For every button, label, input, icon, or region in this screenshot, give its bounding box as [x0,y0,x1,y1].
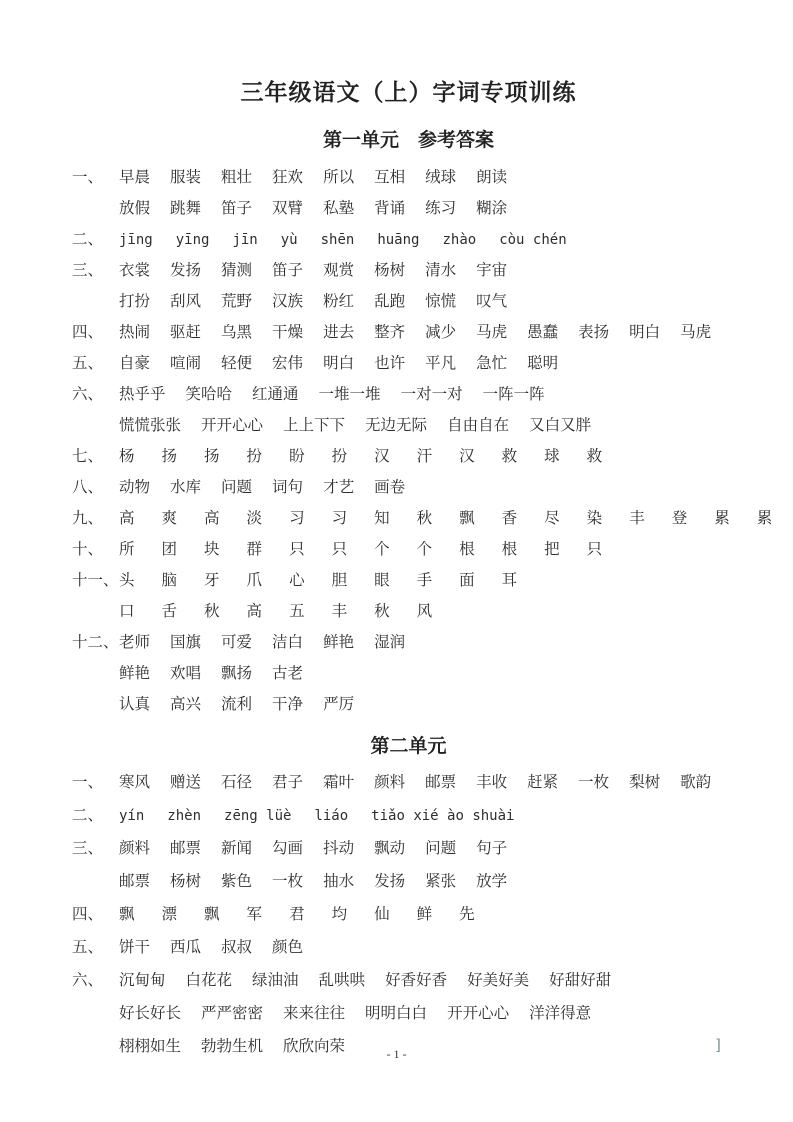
answer-line [72,803,745,836]
word: 明白 [629,324,661,341]
word: 西瓜 [170,939,202,956]
line-label: 一、 [72,169,104,186]
word: 好美好美 [467,972,530,989]
word: 飘动 [374,840,406,857]
word: 鲜艳 [119,665,151,682]
word: 霜叶 [323,774,355,791]
answer-line [72,196,745,227]
word: 累 [756,510,773,527]
answer-line [72,692,745,723]
word: 邮票 [425,774,457,791]
word: 发扬 [170,262,202,279]
word: 句子 [476,840,508,857]
answer-line [72,537,745,568]
word: zhèn [167,808,202,824]
word: 又白又胖 [529,417,592,434]
word: 团 [161,541,178,558]
word: 口 [119,603,135,620]
word: shēn [320,232,355,248]
answer-lines-unit2 [72,770,745,1067]
word: 早晨 [119,169,151,186]
word: 鲜艳 [323,634,355,651]
word: 表扬 [578,324,610,341]
word: 杨树 [170,873,202,890]
word: liáo [314,808,349,824]
word: 笛子 [272,262,304,279]
word: 仙 [374,906,390,923]
word: 牙 [204,572,220,589]
word: 手 [416,572,433,589]
word: 一阵一阵 [482,386,545,403]
word: 白花花 [185,972,233,989]
word: 高 [119,510,135,527]
word: 荒野 [221,293,253,310]
line-label: 十一、 [72,572,119,589]
word: 惊慌 [425,293,457,310]
word: 一枚 [272,873,304,890]
word: 笛子 [221,200,253,217]
word: 先 [459,906,475,923]
word: 自由自在 [447,417,510,434]
word: 习 [331,510,348,527]
word: 一堆一堆 [318,386,381,403]
word: 新闻 [221,840,253,857]
word: 救 [501,448,518,465]
answer-line [72,382,745,413]
bracket-mark: ] [714,1036,724,1054]
word: 块 [204,541,220,558]
word: 欣欣向荣 [283,1038,346,1055]
line-label: 十二、 [72,634,119,651]
word: 明白 [323,355,355,372]
word: 急忙 [476,355,508,372]
word: 群 [246,541,263,558]
page-title: 三年级语文（上）字词专项训练 [240,80,577,105]
word: 秋 [416,510,433,527]
word: 淡 [246,510,263,527]
word: 知 [374,510,390,527]
word: 自豪 [119,355,151,372]
word: 喧闹 [170,355,202,372]
word: 杨树 [374,262,406,279]
word: huāng [377,232,420,248]
word: 打扮 [119,293,151,310]
line-label: 六、 [72,386,104,403]
word: 好香好香 [385,972,448,989]
answer-line [72,1001,745,1034]
word: 练习 [425,200,457,217]
word: 丰收 [476,774,508,791]
word: 朗读 [476,169,508,186]
word: 双臂 [272,200,304,217]
word: 叔叔 [221,939,253,956]
word: 互相 [374,169,406,186]
line-label: 八、 [72,479,104,496]
section-heading-unit2: 第二单元 [370,736,447,757]
line-label: 六、 [72,972,104,989]
word: jīng [119,232,153,248]
word: 只 [586,541,603,558]
word: 开开心心 [447,1005,510,1022]
page-number: - 1 - [386,1047,407,1061]
word: 飘 [119,906,135,923]
word: 热乎乎 [119,386,166,403]
section-unit1 [72,125,773,723]
word: 只 [289,541,305,558]
answer-line [72,506,773,537]
word: 爪 [246,572,263,589]
word: 染 [586,510,603,527]
word: 杨 [119,448,135,465]
word: 寒风 [119,774,151,791]
word: 根 [459,541,475,558]
word: 背诵 [374,200,406,217]
word: 汉族 [272,293,304,310]
answer-line [72,869,745,902]
word: 所以 [323,169,355,186]
answer-line [72,351,745,382]
word: 上上下下 [283,417,346,434]
word: 猜测 [221,262,253,279]
word: 衣裳 [119,262,151,279]
word: 服装 [170,169,202,186]
word: 盼 [289,448,305,465]
word: 观赏 [323,262,355,279]
word: 愚蠢 [527,324,559,341]
word: yù [280,232,298,248]
word: 耳 [501,572,518,589]
word: 累 [714,510,730,527]
word: 流利 [221,696,253,713]
word: 欢唱 [170,665,202,682]
word: 高 [246,603,263,620]
line-label: 二、 [72,231,104,248]
answer-lines-unit1 [72,165,773,723]
word: 歌韵 [680,774,712,791]
section-heading-unit1: 第一单元 参考答案 [322,130,494,151]
word: 丰 [629,510,645,527]
word: 秋 [374,603,390,620]
word: 粗壮 [221,169,253,186]
word: 可爱 [221,634,253,651]
word: 粉红 [323,293,355,310]
word: 胆 [331,572,348,589]
word: 宇宙 [476,262,508,279]
line-label: 五、 [72,939,104,956]
word: 慌慌张张 [119,417,182,434]
word: 汉 [459,448,475,465]
word: 军 [246,906,263,923]
section-unit2 [72,731,745,1067]
word: 宏伟 [272,355,304,372]
word: 开开心心 [201,417,264,434]
word: 眼 [374,572,390,589]
word: 驱赶 [170,324,202,341]
word: 乱跑 [374,293,406,310]
answer-line [72,227,745,258]
word: 湿润 [374,634,406,651]
answer-line [72,413,745,444]
word: 扮 [246,448,263,465]
word: 古老 [272,665,304,682]
word: 放学 [476,873,508,890]
word: 均 [331,906,348,923]
word: 水库 [170,479,202,496]
word: 石径 [221,774,253,791]
word: 鲜 [416,906,433,923]
word: 爽 [161,510,178,527]
word: 救 [586,448,603,465]
answer-line [72,258,745,289]
word: 丰 [331,603,348,620]
word: 扬 [161,448,178,465]
word: 狂欢 [272,169,304,186]
answer-line [72,770,745,803]
word: 栩栩如生 [119,1038,182,1055]
word: 舌 [161,603,178,620]
word: 放假 [119,200,151,217]
answer-line [72,935,745,968]
word: 乱哄哄 [318,972,366,989]
word: 飘扬 [221,665,253,682]
word: 脑 [161,572,178,589]
word: yīng [175,232,210,248]
word: 登 [671,510,688,527]
word: 干燥 [272,324,304,341]
line-label: 三、 [72,262,104,279]
word: 刮风 [170,293,202,310]
word: 问题 [221,479,253,496]
word: 梨树 [629,774,661,791]
word: 赶紧 [527,774,559,791]
word: 尽 [544,510,560,527]
answer-line [72,599,745,630]
word: yín [119,808,145,824]
word: 画卷 [374,479,406,496]
word: 个 [416,541,433,558]
word: jīn [232,232,258,248]
word: 轻便 [221,355,253,372]
answer-line [72,968,745,1001]
line-label: 四、 [72,324,104,341]
word: 颜色 [272,939,304,956]
word: 叹气 [476,293,508,310]
word: 飘 [459,510,475,527]
word: 邮票 [119,873,151,890]
word: 一枚 [578,774,610,791]
word: 发扬 [374,873,406,890]
word: 所 [119,541,135,558]
word: zēng lüè [224,808,292,824]
word: 国旗 [170,634,202,651]
word: 绒球 [425,169,457,186]
word: 干净 [272,696,304,713]
answer-line [72,902,745,935]
word: 沉甸甸 [119,972,166,989]
word: 动物 [119,479,151,496]
word: tiǎo xié ào shuài [371,808,515,824]
word: 严厉 [323,696,355,713]
word: 问题 [425,840,457,857]
answer-line [72,165,745,196]
line-label: 七、 [72,448,104,465]
word: 平凡 [425,355,457,372]
word: 漂 [161,906,178,923]
word: 香 [501,510,518,527]
word: 秋 [204,603,220,620]
word: 邮票 [170,840,202,857]
word: 饼干 [119,939,151,956]
answer-line [72,444,745,475]
word: 五 [289,603,305,620]
word: 个 [374,541,390,558]
word: 心 [289,572,305,589]
word: 无边无际 [365,417,428,434]
word: 跳舞 [170,200,202,217]
word: 紧张 [425,873,457,890]
word: 才艺 [323,479,355,496]
line-label: 五、 [72,355,104,372]
word: 来来往往 [283,1005,346,1022]
word: 明明白白 [365,1005,428,1022]
word: 老师 [119,634,151,651]
word: 颜料 [119,840,151,857]
answer-line [72,320,745,351]
word: 抖动 [323,840,355,857]
word: 认真 [119,696,151,713]
word: 聪明 [527,355,559,372]
word: 进去 [323,324,355,341]
word: 习 [289,510,305,527]
word: 勃勃生机 [201,1038,264,1055]
word: 根 [501,541,518,558]
word: 高兴 [170,696,202,713]
line-label: 四、 [72,906,104,923]
line-label: 一、 [72,774,104,791]
word: zhào [442,232,477,248]
word: 红通通 [252,386,299,403]
answer-line [72,289,745,320]
line-label: 九、 [72,510,104,527]
word: 汉 [374,448,390,465]
word: 也许 [374,355,406,372]
word: 整齐 [374,324,406,341]
line-label: 二、 [72,807,104,824]
word: 词句 [272,479,304,496]
word: 君子 [272,774,304,791]
word: 抽水 [323,873,355,890]
word: 高 [204,510,220,527]
word: 严严密密 [201,1005,264,1022]
word: 私塾 [323,200,355,217]
word: 好长好长 [119,1005,182,1022]
word: 紫色 [221,873,253,890]
word: 马虎 [476,324,508,341]
answer-line [72,568,745,599]
word: 把 [544,541,560,558]
word: 绿油油 [252,972,299,989]
word: 洁白 [272,634,304,651]
word: 扮 [331,448,348,465]
word: 飘 [204,906,220,923]
word: 乌黑 [221,324,253,341]
word: 糊涂 [476,200,508,217]
word: 热闹 [119,324,151,341]
word: 只 [331,541,348,558]
word: 马虎 [680,324,712,341]
answer-line [72,661,745,692]
word: 风 [416,603,433,620]
line-label: 十、 [72,541,104,558]
word: 君 [289,906,305,923]
word: 面 [459,572,475,589]
word: còu chén [499,232,567,248]
word: 洋洋得意 [529,1005,592,1022]
word: 汗 [416,448,433,465]
answer-line [72,475,745,506]
word: 球 [544,448,560,465]
word: 扬 [204,448,220,465]
word: 颜料 [374,774,406,791]
answer-line [72,836,745,869]
word: 减少 [425,324,457,341]
word: 清水 [425,262,457,279]
word: 赠送 [170,774,202,791]
word: 好甜好甜 [549,972,612,989]
answer-line [72,630,745,661]
line-label: 三、 [72,840,104,857]
word: 勾画 [272,840,304,857]
word: 笑哈哈 [185,386,233,403]
word: 头 [119,572,135,589]
word: 一对一对 [400,386,463,403]
